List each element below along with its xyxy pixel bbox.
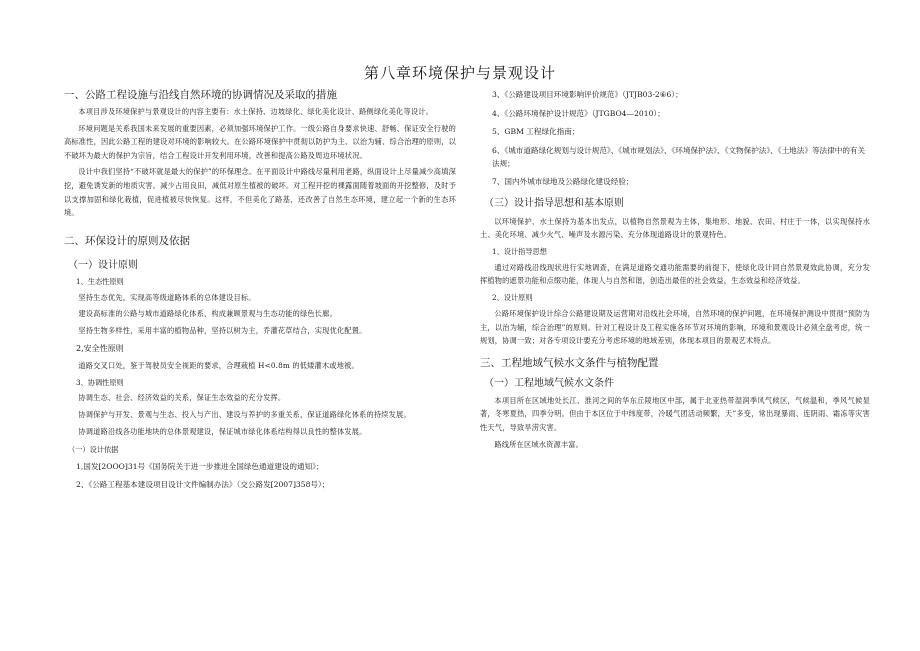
- list-item: 1,国发[2OOO]31号《国务院关于进一步推进全国绿色通道建设的通知》；: [76, 461, 324, 471]
- section-2-title: 二、环保设计的原则及依据: [64, 234, 190, 247]
- paragraph: 协调生态、社会、经济效益的关系，保证生态效益的充分发挥。: [78, 393, 286, 403]
- paragraph: 坚持生物多样性，采用丰富的植物品种，坚持以树为主，乔灌花草结合，实现优化配置。: [78, 325, 367, 335]
- list-item: 7、国内外城市绿地及公路绿化建设经验；: [492, 176, 634, 186]
- paragraph: 协调保护与开发、景观与生态、投入与产出、建设与养护的多重关系，保证道路绿化体系的持续发展。: [78, 409, 411, 419]
- paragraph: 环境问题是关系我国未来发展的重要因素，必须加强环境保护工作。一级公路自身要求快速、舒畅、保证安全行驶的高标准性，因此公路工程的建设对环境的影响较大。在公路环境保护中贯彻以防护为主、以治为辅、综合治理的原则，以不破坏为最大的保护为宗旨，结合工程设计开发利用环境，改善和提高公路及周边环境状况。: [64, 123, 456, 160]
- paragraph: 路线所在区域水资源丰富。: [494, 439, 584, 449]
- paragraph: 设计中我们坚持“不破坏就是最大的保护”的环保理念。在平面设计中路线尽量利用老路，纵面设计上尽量减少高填深挖，避免诱发新的地质灾害。减少占用良田，减低对原生植被的破坏。对工程开挖的裸露面随着坡面的开挖整修，及时予以支撑加固和绿化栽植，促进植被尽快恢复。这样，不但美化了路基，还改善了自然生态环境，建立起一个新的生态环境。: [64, 167, 456, 218]
- paragraph: 建设高标准的公路与城市道路绿化体系，构成兼顾景观与生态功能的绿色长廊。: [78, 309, 337, 319]
- subsection-title: （一）工程地域气候水文条件: [484, 377, 614, 389]
- left-column: [64, 88, 456, 491]
- paragraph: 道路交叉口处，鉴于驾驶员安全视距的要求，合理栽植 H<0.8m 的低矮灌木或地被。: [78, 360, 359, 370]
- list-item: 4、《公路环境保护设计规范》（JTGBO4—2010）；: [492, 108, 665, 118]
- list-item: 3、《公路建设项目环境影响评价规范》（JTJB03-2⑥6）；: [492, 90, 683, 99]
- heading: 2、设计原则: [492, 292, 533, 302]
- heading: 2,安全性原则: [76, 343, 124, 353]
- subsection-title: （一）设计原则: [68, 259, 138, 271]
- page-title: 第八章环境保护与景观设计: [363, 64, 556, 82]
- subsection-title: （三）设计指导思想和基本原则: [484, 197, 624, 209]
- subsection-title: （一）设计依据: [68, 444, 119, 454]
- right-column: [480, 88, 870, 451]
- section-3-title: 三、工程地域气候水文条件与植物配置: [480, 356, 659, 369]
- heading: 3、协调性原则: [76, 378, 124, 388]
- paragraph: 通过对路线沿线现状进行实地调查，在满足道路交通功能需要的前提下，使绿化设计同自然景观效此协调，充分发挥植物的遮景功能和点缀功能，体现人与自然和谐，创造出最佳的社会效益，生态效益和经济效益。: [480, 262, 870, 286]
- list-item: 5、GBM 工程绿化指南；: [492, 127, 580, 137]
- paragraph: 以环境保护、水土保持为基本出发点，以植物自然景观为主体，集地形、地貌、农田、村庄于一体，以实现保持水土、美化环境、减少火气、噪声及水源污染、充分体现道路设计的景观特色。: [480, 216, 870, 240]
- paragraph: 坚持生态优先，实现高等级道路体系的总体建设目标。: [78, 292, 256, 302]
- list-item: 6、《城市道路绿化规划与设计规范》、《城市规划法》、《环境保护法》、《文物保护法》、《土地法》等法律中的有关法规；: [492, 145, 866, 169]
- list-item: 2、《公路工程基本建设项目设计文件编制办法》（交公路发[2007]358号）；: [76, 479, 330, 489]
- heading: 1、生态性原则: [76, 276, 124, 286]
- paragraph: 本项目所在区域地处长江、淮河之间的华东丘陵地区中部，属于北亚热带湿润季风气候区，气候温和，季风气候显著，冬寒夏热，四季分明。但由于本区位于中纬度带，冷暖气团活动频繁，天”多变，常出现暴雨、连阴雨、霜冻等灾害性天气，导致旱涝灾害。: [480, 395, 870, 432]
- heading: 1、设计指导思想: [492, 246, 547, 256]
- paragraph: 本项目涉及环境保护与景观设计的内容主要有：水土保持、边坡绿化、绿化美化设计、路侧绿化美化等设计。: [78, 107, 433, 116]
- section-1-title: 一、公路工程设施与沿线自然环境的协调情况及采取的措施: [64, 89, 337, 101]
- paragraph: 公路环境保护设计综合公路建设期及运营期对沿线社会环境，自然环境的保护问题，在环境保护测设中贯彻“预防为主，以治为辅，综合治理”的原则。针对工程设计及工程实施各环节对环境的影响，环境和景观设计必须全盘考虑，统一规划，协调一致；对各专项设计要充分考虑环境的地域差别，体现本项目的景观艺术特点。: [480, 308, 870, 346]
- paragraph: 协调道路沿线各功能地块的总体景观建设，保证城市绿化体系结构得以良性的整体发展。: [78, 427, 367, 437]
